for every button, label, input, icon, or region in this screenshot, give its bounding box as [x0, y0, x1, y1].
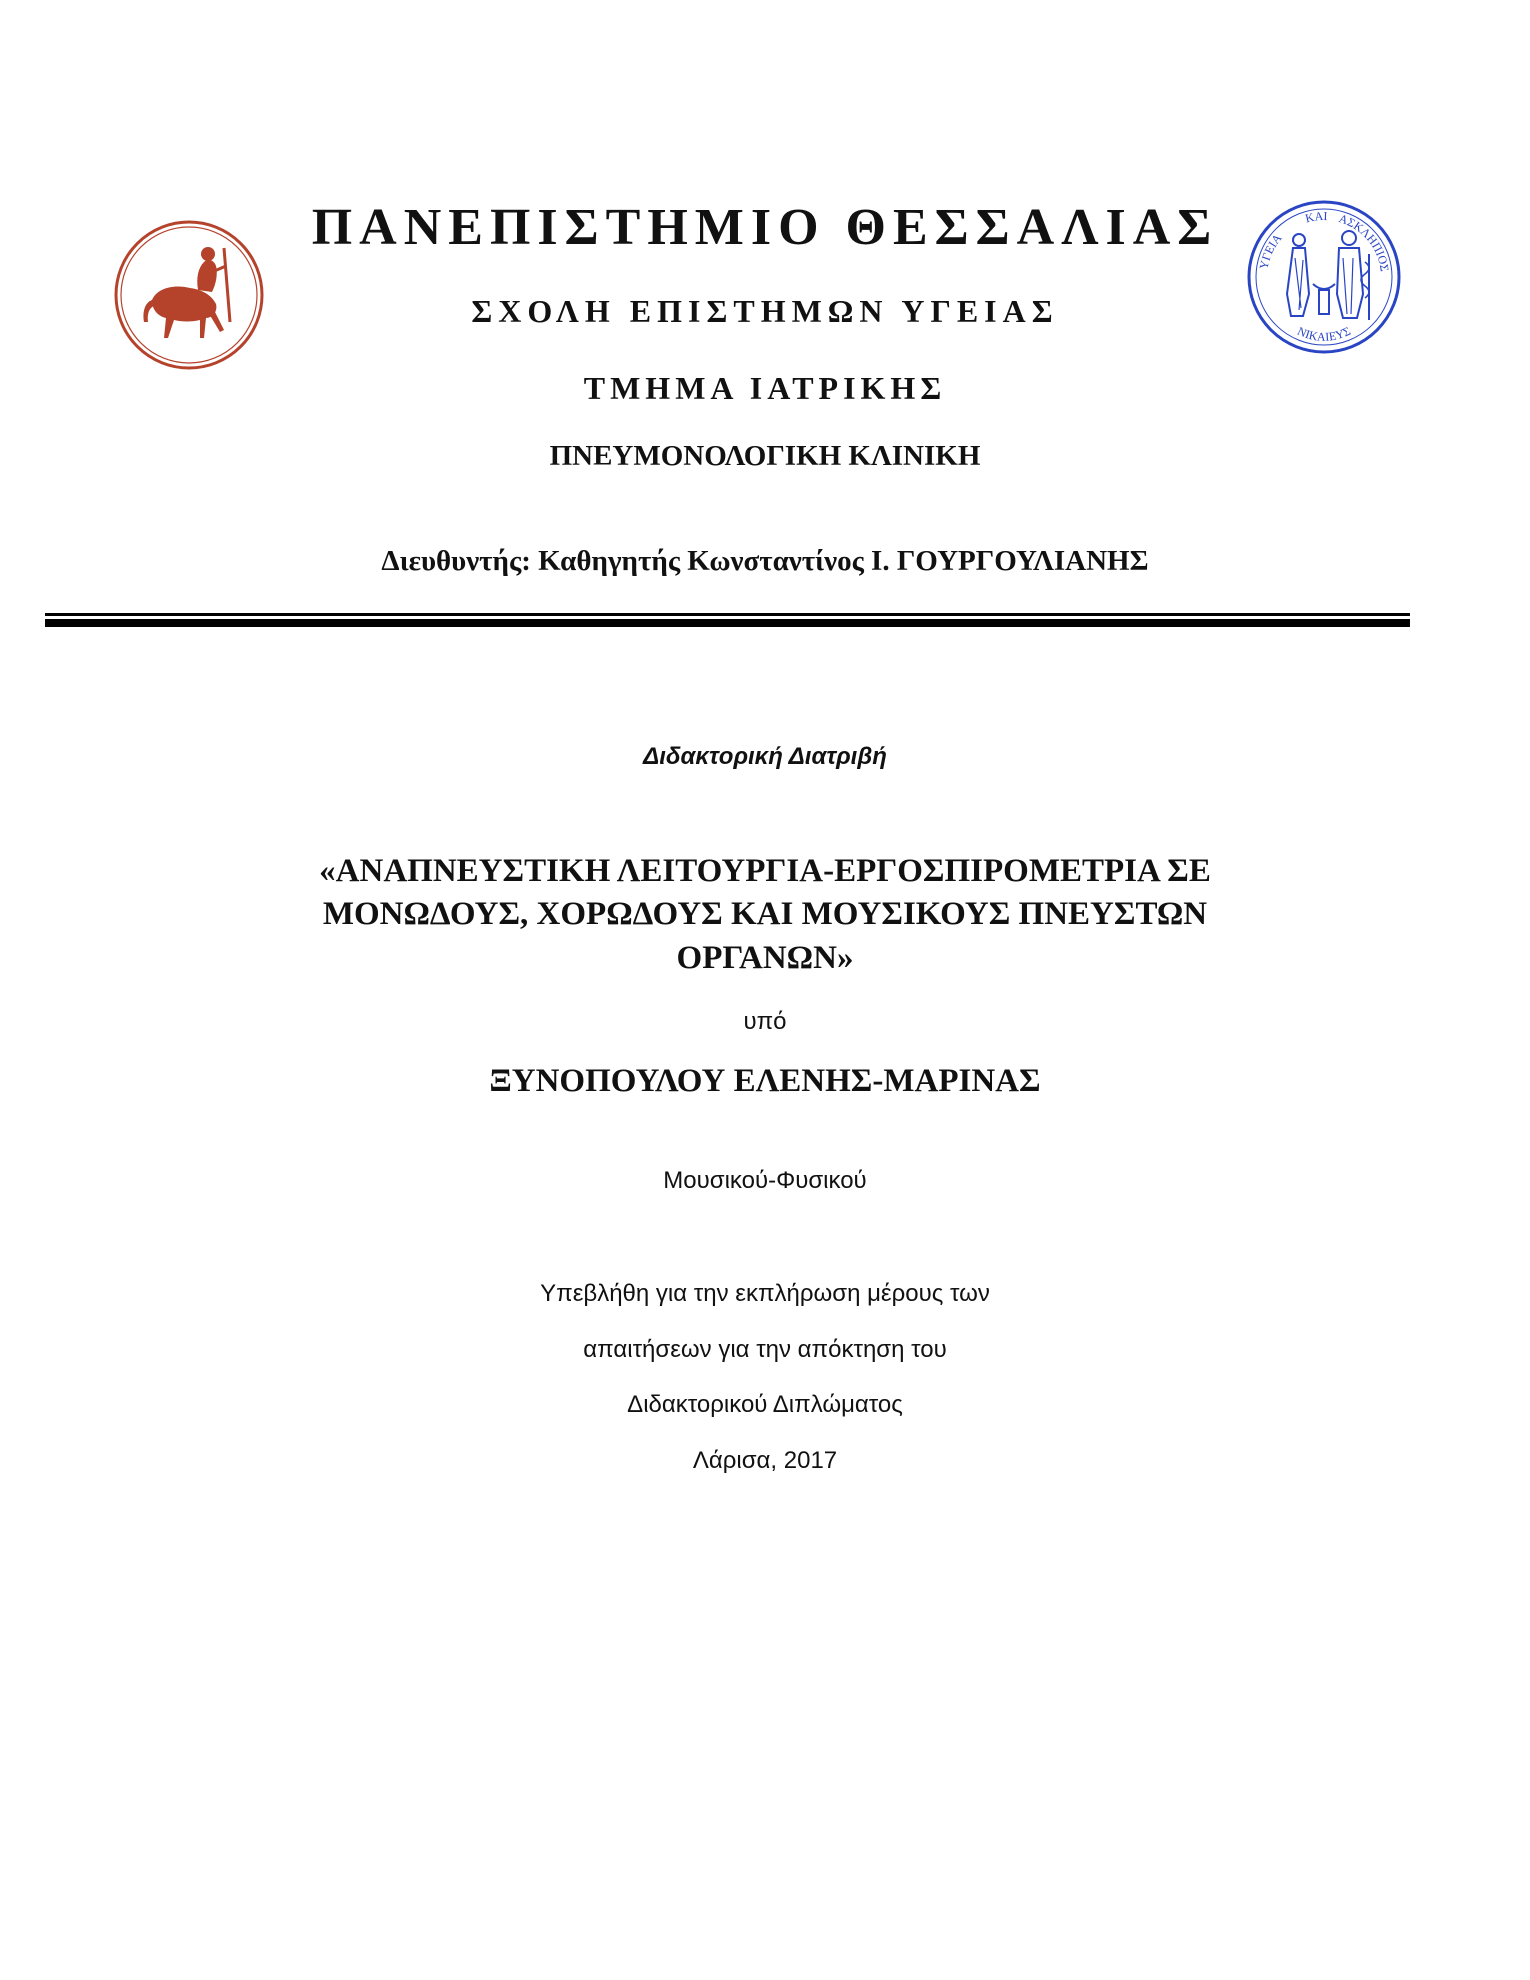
university-name: ΠΑΝΕΠΙΣΤΗΜΙΟ ΘΕΣΣΑΛΙΑΣ — [311, 199, 1219, 256]
author-profession: Μουσικού-Φυσικού — [663, 1167, 867, 1194]
seal-text-right: ΑΣΚΛΗΠΙΟΣ — [1337, 211, 1392, 273]
submission-statement-line: Υπεβλήθη για την εκπλήρωση μέρους των — [540, 1280, 990, 1307]
thesis-type: Διδακτορική Διατριβή — [643, 743, 887, 770]
submission-statement-line: απαιτήσεων για την απόκτηση του — [583, 1336, 947, 1363]
author-name: ΞΥΝΟΠΟΥΛΟΥ ΕΛΕΝΗΣ-ΜΑΡΙΝΑΣ — [489, 1063, 1041, 1099]
place-date: Λάρισα, 2017 — [692, 1447, 838, 1474]
director-line: Διευθυντής: Καθηγητής Κωνσταντίνος Ι. ΓΟΥΡΓΟΥΛΙΑΝΗΣ — [381, 545, 1149, 577]
school-name: ΣΧΟΛΗ ΕΠΙΣΤΗΜΩΝ ΥΓΕΙΑΣ — [471, 293, 1059, 329]
seal-text-left: ΥΓΕΙΑ — [1256, 231, 1285, 271]
seal-text-mid: ΚΑΙ — [1303, 208, 1328, 226]
submission-statement-line: Διδακτορικού Διπλώματος — [627, 1391, 903, 1418]
clinic-name: ΠΝΕΥΜΟΝΟΛΟΓΙΚΗ ΚΛΙΝΙΚΗ — [549, 440, 981, 472]
seal-text-bottom: ΝΙΚΑΙΕΥΣ — [1295, 323, 1353, 344]
thesis-title-line: ΟΡΓΑΝΩΝ» — [676, 940, 854, 976]
thesis-title-line: ΜΟΝΩΔΟΥΣ, ΧΟΡΩΔΟΥΣ ΚΑΙ ΜΟΥΣΙΚΟΥΣ ΠΝΕΥΣΤΩΝ — [322, 896, 1208, 932]
department-name: ΤΜΗΜΑ ΙΑΤΡΙΚΗΣ — [583, 370, 947, 406]
thesis-title-line: «ΑΝΑΠΝΕΥΣΤΙΚΗ ΛΕΙΤΟΥΡΓΙΑ-ΕΡΓΟΣΠΙΡΟΜΕΤΡΙΑ ΣΕ — [319, 853, 1211, 889]
header-divider — [45, 613, 1410, 627]
by-label: υπό — [743, 1008, 787, 1035]
